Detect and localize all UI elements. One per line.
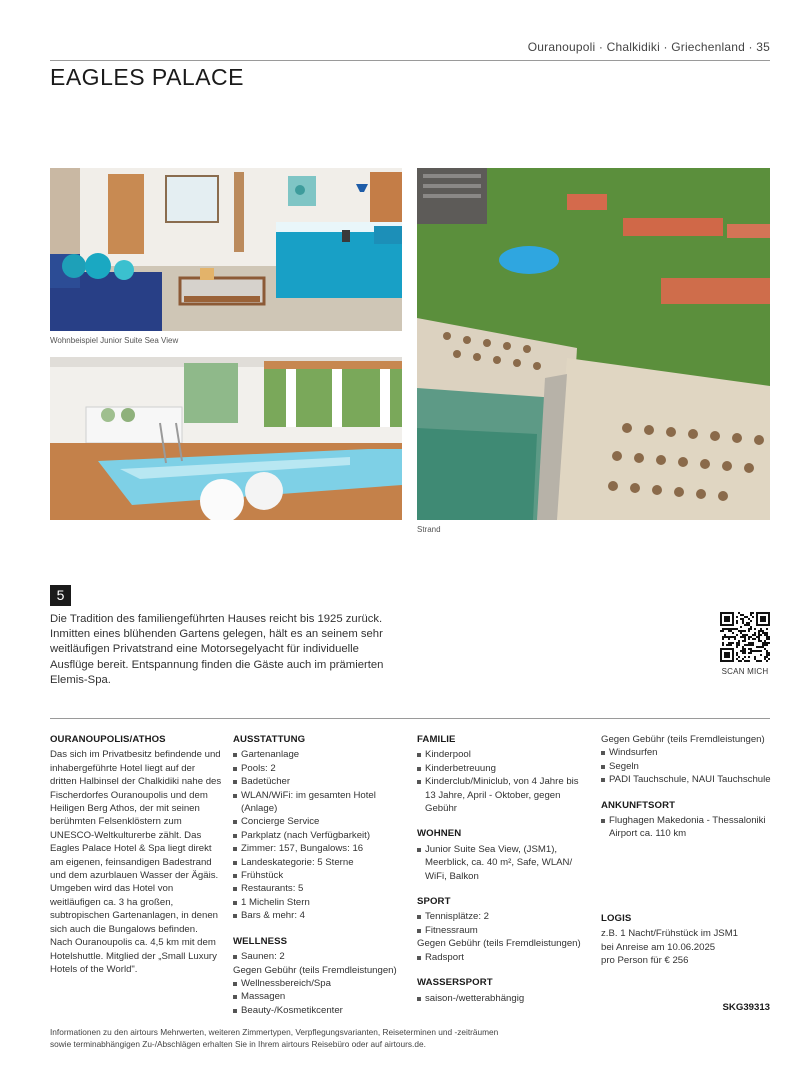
sport-heading: SPORT	[417, 896, 451, 908]
room-photo	[50, 168, 402, 331]
logis-line: z.B. 1 Nacht/Frühstück im JSM1	[601, 928, 739, 940]
amenities-column	[233, 733, 405, 1017]
offer-code: SKG39313	[722, 1002, 770, 1013]
list-item: Parkplatz (nach Verfügbarkeit)	[233, 829, 405, 842]
list-item: Segeln	[601, 760, 776, 773]
fee-note: Gegen Gebühr (teils Fremdleistungen)	[233, 964, 397, 976]
familie-heading: FAMILIE	[417, 734, 456, 745]
fee-note: Gegen Gebühr (teils Fremdleistungen)	[601, 734, 765, 745]
wellness-list	[233, 950, 405, 1017]
list-item: Tennisplätze: 2	[417, 910, 589, 923]
list-item: saison-/wetterabhängig	[417, 992, 589, 1005]
ankunftsort-heading: ANKUNFTSORT	[601, 799, 676, 811]
list-item: Kinderpool	[417, 748, 589, 761]
list-item: Landeskategorie: 5 Sterne	[233, 856, 405, 869]
list-item: Windsurfen	[601, 746, 776, 759]
hotel-title: EAGLES PALACE	[50, 64, 244, 90]
location-column	[50, 733, 222, 976]
room-photo-caption: Wohnbeispiel Junior Suite Sea View	[50, 336, 179, 345]
watersport-column	[601, 733, 776, 967]
list-item: Fitnessraum	[417, 924, 589, 937]
aerial-beach-photo	[417, 168, 770, 520]
ausstattung-heading: AUSSTATTUNG	[233, 734, 306, 745]
list-item: Radsport	[417, 951, 589, 964]
list-item: Massagen	[233, 990, 405, 1003]
beach-photo-caption: Strand	[417, 525, 441, 534]
logis-price: pro Person für € 256	[601, 955, 689, 967]
list-item: Saunen: 2	[233, 950, 405, 963]
header-divider	[50, 60, 770, 61]
list-item: WLAN/WiFi: im gesamten Hotel (Anlage)	[233, 789, 405, 816]
family-column	[417, 733, 589, 1005]
wohnen-heading: WOHNEN	[417, 828, 462, 840]
list-item: 1 Michelin Stern	[233, 896, 405, 909]
list-item: Kinderclub/Miniclub, von 4 Jahre bis 13 Jahre, April - Oktober, gegen Gebühr	[417, 775, 589, 815]
logis-heading: LOGIS	[601, 912, 632, 924]
spa-pool-photo	[50, 357, 402, 520]
sport-list	[417, 910, 589, 964]
wassersport-heading: WASSERSPORT	[417, 977, 493, 989]
footer-note	[50, 1027, 770, 1050]
list-item: Restaurants: 5	[233, 882, 405, 895]
list-item: Badetücher	[233, 775, 405, 788]
footer-line: Informationen zu den airtours Mehrwerten, weiteren Zimmertypen, Verpflegungsvarianten, Reiseterminen und -zeiträumen	[50, 1027, 499, 1037]
list-item: Kinderbetreuung	[417, 762, 589, 775]
list-item: Wellnessbereich/Spa	[233, 977, 405, 990]
list-item: Gartenanlage	[233, 748, 405, 761]
wellness-heading: WELLNESS	[233, 935, 288, 947]
list-item: Zimmer: 157, Bungalows: 16	[233, 842, 405, 855]
footer-line: sowie terminabhängigen Zu-/Abschlägen erhalten Sie in Ihrem airtours Reisebüro oder auf airtours.de.	[50, 1038, 426, 1049]
list-item: Junior Suite Sea View, (JSM1), Meerblick, ca. 40 m², Safe, WLAN/ WiFi, Balkon	[417, 843, 589, 883]
list-item: Flughagen Makedonia - Thessaloniki Airport ca. 110 km	[601, 814, 776, 841]
list-item: Beauty-/Kosmetikcenter	[233, 1004, 405, 1017]
wassersport-list	[417, 992, 589, 1005]
familie-list	[417, 748, 589, 815]
content-divider	[50, 718, 770, 719]
qr-code[interactable]	[720, 612, 770, 662]
list-item: Frühstück	[233, 869, 405, 882]
list-item: Pools: 2	[233, 762, 405, 775]
wassersport-fee-list	[601, 733, 776, 787]
location-heading: OURANOUPOLIS/ATHOS	[50, 734, 166, 745]
logis-line: bei Anreise am 10.06.2025	[601, 941, 716, 953]
intro-text: Die Tradition des familiengeführten Hauses reicht bis 1925 zurück. Inmitten eines blühenden Gartens gelegen, hält es an seinem sehr weitläufigen Privatstrand eine Motorsegelyacht für individuelle Ausflüge bereit. Entspannung finden die Gäste auch im prämierten Elemis-Spa.	[50, 613, 384, 686]
wohnen-list	[417, 843, 589, 883]
scan-label: SCAN MICH	[721, 667, 769, 676]
fee-note: Gegen Gebühr (teils Fremdleistungen)	[417, 938, 581, 950]
page-breadcrumb: Ouranoupoli · Chalkidiki · Griechenland · 35	[527, 40, 770, 54]
list-item: PADI Tauchschule, NAUI Tauchschule	[601, 773, 776, 786]
location-text: Das sich im Privatbesitz befindende und inhabergeführte Hotel liegt auf der dritten Halbinsel der Chalkidiki nahe des Fischerdorfes Ouranoupolis und dem Heiligen Berg Athos, der mit seinen berühmten Felsenklöstern zum UNESCO-Weltkulturerbe zählt. Das Eagles Palace Hotel & Spa liegt direkt am eigenen, feinsandigen Badestrand und dem azurblauen Wasser der Ägäis. Umgeben wird das Hotel von weitläufigen ca. 3 ha großen, subtropischen Gartenanlagen, in denen sich auch die Bungalows befinden. Nach Ouranoupolis ca. 4,5 km mit dem Hotelshuttle. Mitglied der „Small Luxury Hotels of the World".	[50, 749, 222, 975]
list-item: Concierge Service	[233, 815, 405, 828]
ankunftsort-list	[601, 814, 776, 841]
list-item: Bars & mehr: 4	[233, 909, 405, 922]
hotel-number-badge: 5	[50, 585, 71, 606]
ausstattung-list	[233, 748, 405, 922]
